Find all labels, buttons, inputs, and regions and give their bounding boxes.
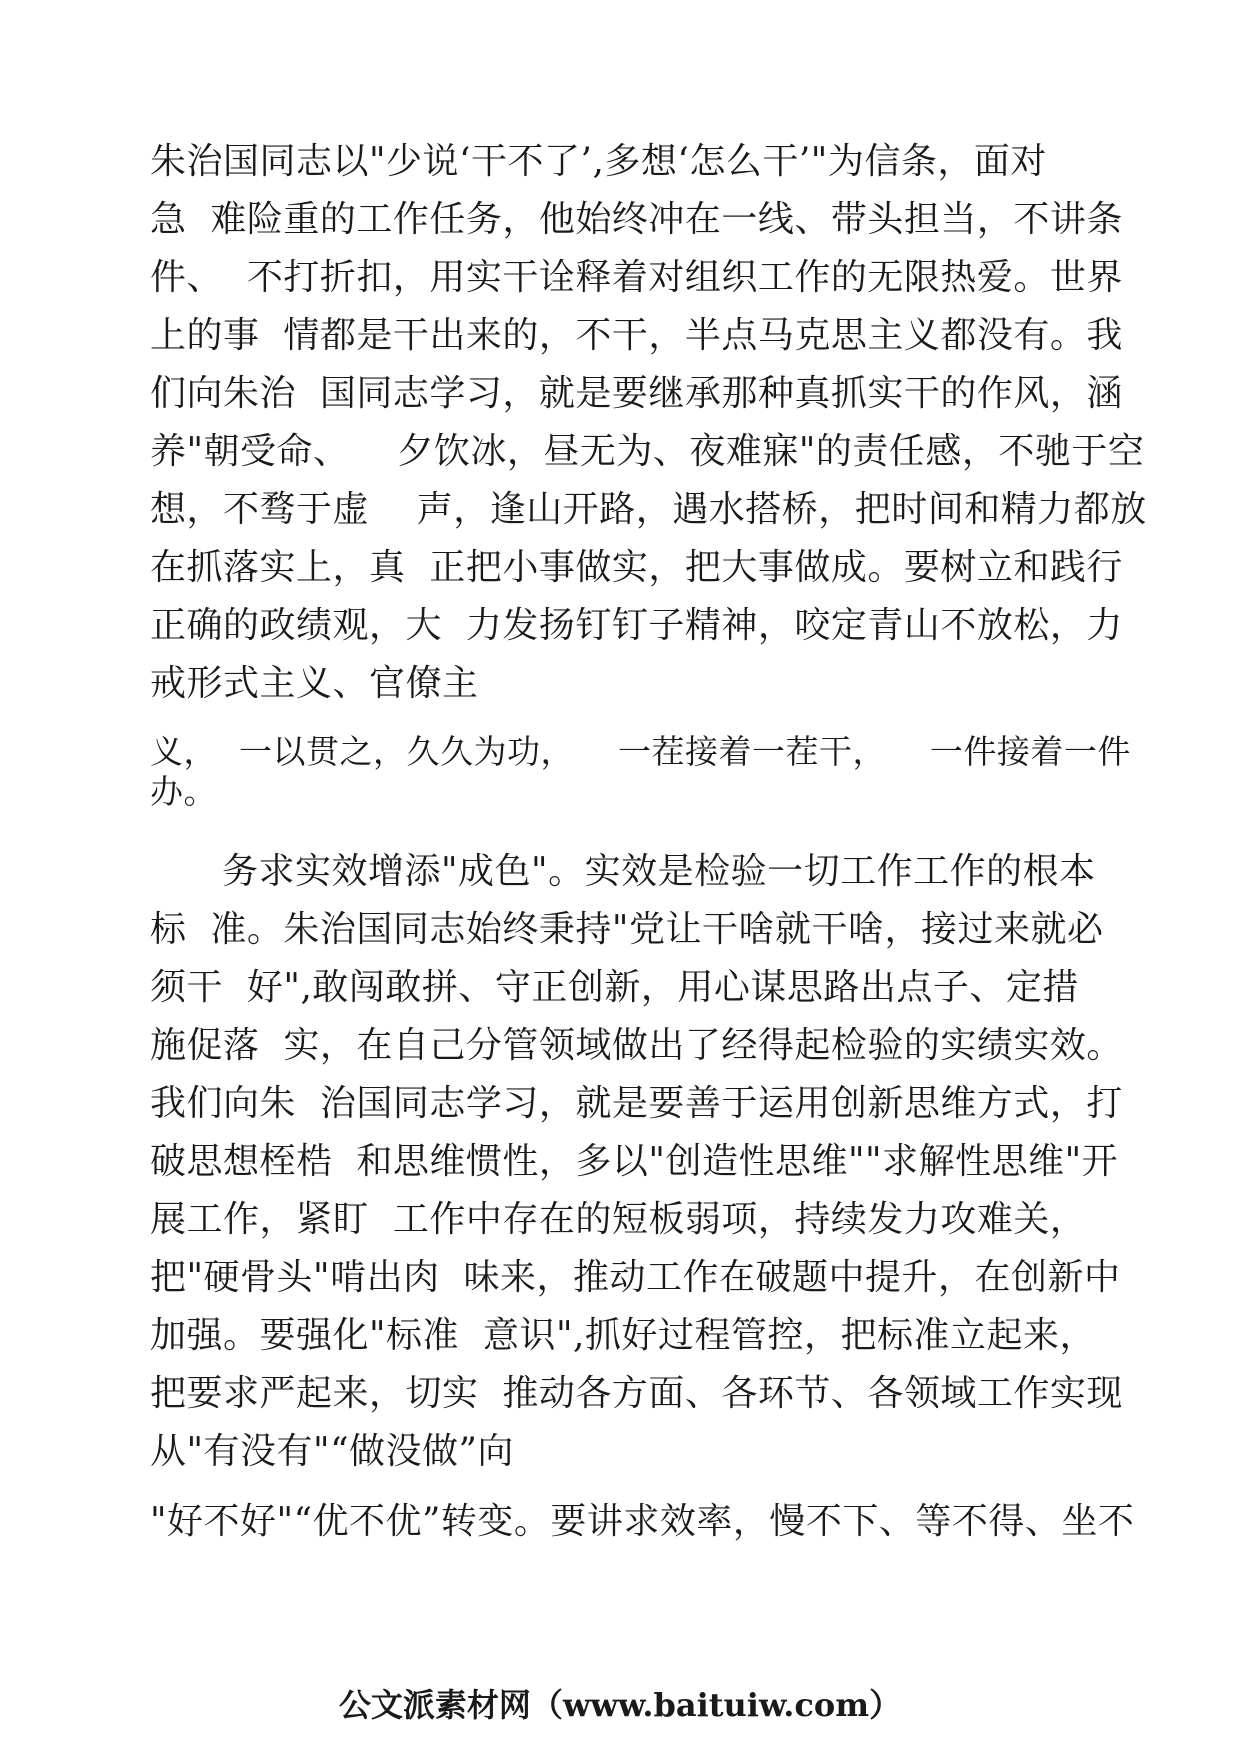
text-line: 展工作，紧盯 工作中存在的短板弱项，持续发力攻难关， <box>150 1199 1087 1240</box>
text-line: 义， 一以贯之，久久为功， 一茬接着一茬干， 一件接着一件 <box>150 732 1131 771</box>
paragraph-start-line: 务求实效增添"成色"。实效是检验一切工作工作的根本 <box>222 851 1096 892</box>
text-line: 戒形式主义、官僚主 <box>150 663 479 704</box>
text-line: 急 难险重的工作任务，他始终冲在一线、带头担当，不讲条 <box>150 199 1123 240</box>
text-line: 件、 不打折扣，用实干诠释着对组织工作的无限热爱。世界 <box>150 257 1123 298</box>
text-line: 办。 <box>150 772 217 811</box>
text-line: 想，不骛于虚 声，逢山开路，遇水搭桥，把时间和精力都放 <box>150 489 1147 530</box>
text-line: 上的事 情都是干出来的，不干，半点马克思主义都没有。我 <box>150 315 1123 356</box>
text-line: 须干 好",敢闯敢拼、守正创新，用心谋思路出点子、定措 <box>150 967 1079 1008</box>
text-line: 养"朝受命、 夕饮冰，昼无为、夜难寐"的责任感，不驰于空 <box>150 431 1145 472</box>
text-line: 破思想桎梏 和思维惯性，多以"创造性思维""求解性思维"开 <box>150 1141 1119 1182</box>
footer-watermark: 公文派素材网（www.baituiw.com） <box>338 1686 902 1724</box>
text-line: 从"有没有"“做没做”向 <box>150 1431 514 1472</box>
text-line: "好不好"“优不优”转变。要讲求效率，慢不下、等不得、坐不 <box>150 1501 1135 1542</box>
text-line: 把"硬骨头"啃出肉 味来，推动工作在破题中提升，在创新中 <box>150 1257 1121 1298</box>
text-line: 们向朱治 国同志学习，就是要继承那种真抓实干的作风，涵 <box>150 373 1123 414</box>
text-line: 把要求严起来，切实 推动各方面、各环节、各领域工作实现 <box>150 1373 1123 1414</box>
text-line: 正确的政绩观，大 力发扬钉钉子精神，咬定青山不放松，力 <box>150 605 1123 646</box>
text-line: 施促落 实，在自己分管领域做出了经得起检验的实绩实效。 <box>150 1025 1123 1066</box>
text-line: 在抓落实上，真 正把小事做实，把大事做成。要树立和践行 <box>150 547 1123 588</box>
text-line: 加强。要强化"标准 意识",抓好过程管控，把标准立起来， <box>150 1315 1096 1356</box>
text-line: 朱治国同志以"少说‘干不了’,多想‘怎么干’"为信条，面对 <box>150 141 1047 182</box>
text-line: 我们向朱 治国同志学习，就是要善于运用创新思维方式，打 <box>150 1083 1123 1124</box>
text-line: 标 准。朱治国同志始终秉持"党让干啥就干啥，接过来就必 <box>150 909 1104 950</box>
